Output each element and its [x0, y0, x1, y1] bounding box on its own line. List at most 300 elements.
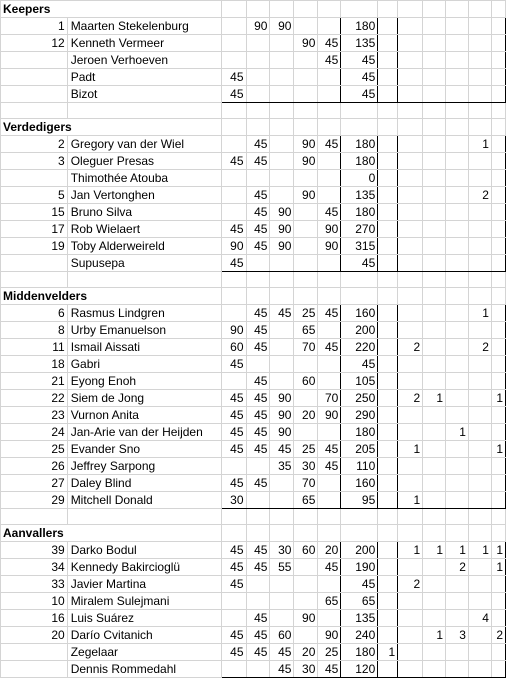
goals-cell[interactable] [468, 170, 491, 187]
spacer-cell[interactable] [378, 356, 398, 373]
empty-cell[interactable] [398, 288, 423, 305]
shirt-number[interactable] [1, 86, 68, 103]
goals-cell[interactable] [491, 238, 505, 255]
match-minutes[interactable]: 45 [246, 407, 270, 424]
spacer-cell[interactable] [378, 221, 398, 238]
goals-cell[interactable] [423, 35, 446, 52]
empty-cell[interactable] [491, 119, 505, 136]
empty-cell[interactable] [423, 103, 446, 119]
goals-cell[interactable] [423, 593, 446, 610]
match-minutes[interactable] [294, 238, 318, 255]
empty-cell[interactable] [378, 272, 398, 288]
empty-cell[interactable] [294, 103, 318, 119]
match-minutes[interactable]: 45 [221, 559, 246, 576]
spacer-cell[interactable] [378, 475, 398, 492]
shirt-number[interactable]: 33 [1, 576, 68, 593]
goals-cell[interactable] [398, 136, 423, 153]
goals-cell[interactable] [423, 322, 446, 339]
empty-cell[interactable] [341, 103, 378, 119]
goals-cell[interactable] [446, 170, 469, 187]
empty-cell[interactable] [341, 119, 378, 136]
match-minutes[interactable]: 45 [318, 136, 341, 153]
goals-cell[interactable]: 1 [398, 542, 423, 559]
goals-cell[interactable] [398, 627, 423, 644]
match-minutes[interactable]: 90 [318, 407, 341, 424]
match-minutes[interactable]: 20 [294, 407, 318, 424]
match-minutes[interactable] [221, 204, 246, 221]
goals-cell[interactable] [468, 458, 491, 475]
match-minutes[interactable] [270, 339, 294, 356]
player-name[interactable]: Jeffrey Sarpong [67, 458, 221, 475]
goals-cell[interactable] [398, 187, 423, 204]
goals-cell[interactable] [468, 373, 491, 390]
match-minutes[interactable]: 45 [318, 458, 341, 475]
shirt-number[interactable] [1, 69, 68, 86]
goals-cell[interactable]: 1 [446, 424, 469, 441]
match-minutes[interactable]: 90 [221, 322, 246, 339]
shirt-number[interactable]: 17 [1, 221, 68, 238]
goals-cell[interactable] [446, 339, 469, 356]
goals-cell[interactable] [423, 475, 446, 492]
match-minutes[interactable] [246, 35, 270, 52]
match-minutes[interactable]: 45 [221, 576, 246, 593]
spacer-cell[interactable] [378, 69, 398, 86]
match-minutes[interactable] [294, 170, 318, 187]
goals-cell[interactable] [491, 610, 505, 627]
player-name[interactable]: Urby Emanuelson [67, 322, 221, 339]
empty-cell[interactable] [246, 103, 270, 119]
match-minutes[interactable]: 45 [221, 644, 246, 661]
goals-cell[interactable] [398, 407, 423, 424]
match-minutes[interactable] [318, 576, 341, 593]
empty-cell[interactable] [341, 288, 378, 305]
match-minutes[interactable] [270, 576, 294, 593]
empty-cell[interactable] [318, 119, 341, 136]
goals-cell[interactable] [446, 610, 469, 627]
goals-cell[interactable] [423, 559, 446, 576]
goals-cell[interactable] [491, 136, 505, 153]
goals-cell[interactable] [446, 576, 469, 593]
goals-cell[interactable] [446, 187, 469, 204]
goals-cell[interactable] [423, 86, 446, 103]
empty-cell[interactable] [378, 509, 398, 525]
total-minutes[interactable]: 160 [341, 475, 378, 492]
empty-cell[interactable] [341, 525, 378, 542]
match-minutes[interactable] [318, 610, 341, 627]
empty-cell[interactable] [398, 525, 423, 542]
match-minutes[interactable]: 70 [294, 339, 318, 356]
goals-cell[interactable] [398, 18, 423, 35]
match-minutes[interactable]: 45 [246, 339, 270, 356]
empty-cell[interactable] [378, 103, 398, 119]
empty-cell[interactable] [294, 525, 318, 542]
player-name[interactable]: Zegelaar [67, 644, 221, 661]
goals-cell[interactable] [468, 18, 491, 35]
goals-cell[interactable] [398, 559, 423, 576]
empty-cell[interactable] [446, 103, 469, 119]
goals-cell[interactable] [423, 610, 446, 627]
empty-cell[interactable] [423, 272, 446, 288]
match-minutes[interactable] [221, 661, 246, 678]
empty-cell[interactable] [398, 119, 423, 136]
goals-cell[interactable] [423, 356, 446, 373]
spacer-cell[interactable] [378, 661, 398, 678]
goals-cell[interactable] [423, 339, 446, 356]
player-name[interactable]: Supusepa [67, 255, 221, 272]
goals-cell[interactable] [423, 221, 446, 238]
goals-cell[interactable] [446, 356, 469, 373]
empty-cell[interactable] [468, 509, 491, 525]
goals-cell[interactable] [398, 593, 423, 610]
shirt-number[interactable]: 23 [1, 407, 68, 424]
empty-cell[interactable] [221, 509, 246, 525]
match-minutes[interactable] [270, 610, 294, 627]
match-minutes[interactable]: 35 [270, 458, 294, 475]
empty-cell[interactable] [246, 119, 270, 136]
match-minutes[interactable]: 45 [246, 424, 270, 441]
match-minutes[interactable] [221, 170, 246, 187]
player-name[interactable]: Thimothée Atouba [67, 170, 221, 187]
goals-cell[interactable] [446, 492, 469, 509]
goals-cell[interactable] [468, 322, 491, 339]
match-minutes[interactable] [246, 170, 270, 187]
match-minutes[interactable]: 45 [246, 542, 270, 559]
goals-cell[interactable] [468, 52, 491, 69]
empty-cell[interactable] [446, 525, 469, 542]
match-minutes[interactable]: 20 [318, 542, 341, 559]
goals-cell[interactable]: 1 [468, 136, 491, 153]
spacer-cell[interactable] [378, 322, 398, 339]
empty-cell[interactable] [378, 1, 398, 18]
empty-cell[interactable] [468, 1, 491, 18]
match-minutes[interactable]: 60 [294, 542, 318, 559]
match-minutes[interactable]: 45 [221, 424, 246, 441]
spacer-cell[interactable] [378, 542, 398, 559]
section-title[interactable]: Keepers [1, 1, 222, 18]
shirt-number[interactable]: 16 [1, 610, 68, 627]
match-minutes[interactable] [294, 255, 318, 272]
goals-cell[interactable] [446, 238, 469, 255]
total-minutes[interactable]: 160 [341, 305, 378, 322]
goals-cell[interactable] [398, 661, 423, 678]
goals-cell[interactable] [423, 441, 446, 458]
shirt-number[interactable]: 11 [1, 339, 68, 356]
goals-cell[interactable] [491, 255, 505, 272]
spacer-cell[interactable] [378, 492, 398, 509]
player-name[interactable]: Oleguer Presas [67, 153, 221, 170]
empty-cell[interactable] [318, 272, 341, 288]
match-minutes[interactable] [270, 69, 294, 86]
shirt-number[interactable]: 8 [1, 322, 68, 339]
player-name[interactable]: Darko Bodul [67, 542, 221, 559]
goals-cell[interactable] [398, 238, 423, 255]
match-minutes[interactable] [221, 458, 246, 475]
goals-cell[interactable] [446, 221, 469, 238]
match-minutes[interactable] [246, 356, 270, 373]
match-minutes[interactable]: 90 [294, 35, 318, 52]
goals-cell[interactable] [446, 322, 469, 339]
match-minutes[interactable] [270, 153, 294, 170]
total-minutes[interactable]: 45 [341, 255, 378, 272]
match-minutes[interactable] [246, 69, 270, 86]
match-minutes[interactable] [294, 69, 318, 86]
match-minutes[interactable] [294, 576, 318, 593]
total-minutes[interactable]: 190 [341, 559, 378, 576]
shirt-number[interactable] [1, 52, 68, 69]
empty-cell[interactable] [294, 1, 318, 18]
match-minutes[interactable] [246, 52, 270, 69]
player-name[interactable]: Luis Suárez [67, 610, 221, 627]
goals-cell[interactable] [423, 187, 446, 204]
match-minutes[interactable] [221, 305, 246, 322]
goals-cell[interactable] [398, 424, 423, 441]
goals-cell[interactable] [446, 204, 469, 221]
match-minutes[interactable]: 65 [318, 593, 341, 610]
match-minutes[interactable]: 45 [221, 153, 246, 170]
match-minutes[interactable]: 60 [270, 627, 294, 644]
goals-cell[interactable] [446, 407, 469, 424]
goals-cell[interactable] [491, 424, 505, 441]
match-minutes[interactable] [270, 187, 294, 204]
goals-cell[interactable] [468, 407, 491, 424]
goals-cell[interactable]: 1 [423, 390, 446, 407]
match-minutes[interactable] [294, 204, 318, 221]
match-minutes[interactable]: 45 [246, 305, 270, 322]
empty-cell[interactable] [341, 272, 378, 288]
match-minutes[interactable]: 45 [221, 356, 246, 373]
total-minutes[interactable]: 45 [341, 52, 378, 69]
empty-cell[interactable] [423, 525, 446, 542]
empty-cell[interactable] [341, 1, 378, 18]
empty-cell[interactable] [246, 509, 270, 525]
match-minutes[interactable] [318, 153, 341, 170]
match-minutes[interactable] [294, 390, 318, 407]
empty-cell[interactable] [270, 509, 294, 525]
player-name[interactable]: Jeroen Verhoeven [67, 52, 221, 69]
total-minutes[interactable]: 315 [341, 238, 378, 255]
goals-cell[interactable] [446, 458, 469, 475]
goals-cell[interactable] [491, 475, 505, 492]
match-minutes[interactable]: 45 [221, 69, 246, 86]
match-minutes[interactable] [294, 627, 318, 644]
match-minutes[interactable]: 45 [318, 441, 341, 458]
empty-cell[interactable] [318, 509, 341, 525]
match-minutes[interactable]: 90 [270, 204, 294, 221]
match-minutes[interactable]: 45 [221, 255, 246, 272]
goals-cell[interactable] [446, 441, 469, 458]
goals-cell[interactable]: 1 [398, 492, 423, 509]
empty-cell[interactable] [378, 525, 398, 542]
goals-cell[interactable] [398, 69, 423, 86]
match-minutes[interactable]: 25 [294, 441, 318, 458]
shirt-number[interactable] [1, 661, 68, 678]
match-minutes[interactable]: 45 [246, 221, 270, 238]
empty-cell[interactable] [378, 119, 398, 136]
match-minutes[interactable] [270, 255, 294, 272]
match-minutes[interactable]: 45 [246, 187, 270, 204]
match-minutes[interactable]: 45 [246, 322, 270, 339]
goals-cell[interactable]: 1 [468, 305, 491, 322]
shirt-number[interactable]: 27 [1, 475, 68, 492]
goals-cell[interactable] [423, 576, 446, 593]
match-minutes[interactable]: 45 [318, 204, 341, 221]
shirt-number[interactable]: 12 [1, 35, 68, 52]
shirt-number[interactable]: 10 [1, 593, 68, 610]
match-minutes[interactable] [221, 187, 246, 204]
goals-cell[interactable] [446, 373, 469, 390]
empty-cell[interactable] [446, 288, 469, 305]
goals-cell[interactable] [491, 170, 505, 187]
goals-cell[interactable]: 3 [446, 627, 469, 644]
match-minutes[interactable] [246, 492, 270, 509]
goals-cell[interactable] [398, 52, 423, 69]
match-minutes[interactable] [270, 52, 294, 69]
goals-cell[interactable]: 2 [398, 339, 423, 356]
total-minutes[interactable]: 45 [341, 576, 378, 593]
match-minutes[interactable]: 45 [318, 35, 341, 52]
empty-cell[interactable] [491, 525, 505, 542]
match-minutes[interactable] [318, 18, 341, 35]
match-minutes[interactable]: 45 [246, 238, 270, 255]
match-minutes[interactable]: 90 [270, 390, 294, 407]
shirt-number[interactable]: 29 [1, 492, 68, 509]
spacer-cell[interactable] [378, 187, 398, 204]
match-minutes[interactable]: 70 [294, 475, 318, 492]
empty-cell[interactable] [491, 288, 505, 305]
goals-cell[interactable] [398, 322, 423, 339]
goals-cell[interactable] [468, 356, 491, 373]
goals-cell[interactable] [398, 86, 423, 103]
goals-cell[interactable] [491, 492, 505, 509]
match-minutes[interactable]: 45 [318, 305, 341, 322]
match-minutes[interactable]: 45 [246, 390, 270, 407]
goals-cell[interactable] [398, 644, 423, 661]
shirt-number[interactable]: 21 [1, 373, 68, 390]
goals-cell[interactable] [423, 661, 446, 678]
goals-cell[interactable]: 2 [468, 187, 491, 204]
goals-cell[interactable] [398, 373, 423, 390]
match-minutes[interactable] [246, 86, 270, 103]
player-name[interactable]: Miralem Sulejmani [67, 593, 221, 610]
empty-cell[interactable] [446, 1, 469, 18]
player-name[interactable]: Ismail Aissati [67, 339, 221, 356]
goals-cell[interactable] [423, 644, 446, 661]
goals-cell[interactable]: 1 [491, 542, 505, 559]
goals-cell[interactable] [398, 610, 423, 627]
empty-cell[interactable] [491, 272, 505, 288]
match-minutes[interactable] [318, 187, 341, 204]
goals-cell[interactable] [423, 204, 446, 221]
empty-cell[interactable] [468, 288, 491, 305]
goals-cell[interactable] [398, 35, 423, 52]
match-minutes[interactable]: 45 [221, 221, 246, 238]
match-minutes[interactable]: 90 [221, 238, 246, 255]
match-minutes[interactable]: 90 [246, 18, 270, 35]
goals-cell[interactable] [398, 475, 423, 492]
goals-cell[interactable] [468, 627, 491, 644]
goals-cell[interactable]: 1 [423, 627, 446, 644]
goals-cell[interactable] [491, 356, 505, 373]
spacer-cell[interactable] [378, 204, 398, 221]
goals-cell[interactable] [491, 86, 505, 103]
match-minutes[interactable]: 45 [246, 153, 270, 170]
total-minutes[interactable]: 180 [341, 18, 378, 35]
empty-cell[interactable] [67, 272, 221, 288]
match-minutes[interactable]: 45 [270, 305, 294, 322]
total-minutes[interactable]: 270 [341, 221, 378, 238]
shirt-number[interactable] [1, 255, 68, 272]
match-minutes[interactable]: 20 [294, 644, 318, 661]
match-minutes[interactable] [318, 255, 341, 272]
goals-cell[interactable] [423, 407, 446, 424]
goals-cell[interactable] [423, 52, 446, 69]
total-minutes[interactable]: 45 [341, 86, 378, 103]
empty-cell[interactable] [423, 288, 446, 305]
shirt-number[interactable]: 25 [1, 441, 68, 458]
goals-cell[interactable]: 2 [398, 390, 423, 407]
player-name[interactable]: Padt [67, 69, 221, 86]
spacer-cell[interactable] [378, 86, 398, 103]
player-name[interactable]: Mitchell Donald [67, 492, 221, 509]
empty-cell[interactable] [468, 525, 491, 542]
spacer-cell[interactable] [378, 255, 398, 272]
match-minutes[interactable]: 90 [318, 221, 341, 238]
match-minutes[interactable] [246, 458, 270, 475]
empty-cell[interactable] [423, 509, 446, 525]
goals-cell[interactable] [446, 305, 469, 322]
empty-cell[interactable] [398, 103, 423, 119]
match-minutes[interactable] [221, 136, 246, 153]
empty-cell[interactable] [318, 1, 341, 18]
player-name[interactable]: Eyong Enoh [67, 373, 221, 390]
match-minutes[interactable] [318, 170, 341, 187]
empty-cell[interactable] [270, 525, 294, 542]
player-name[interactable]: Gregory van der Wiel [67, 136, 221, 153]
empty-cell[interactable] [246, 1, 270, 18]
goals-cell[interactable] [491, 18, 505, 35]
spacer-cell[interactable] [378, 593, 398, 610]
spacer-cell[interactable] [378, 136, 398, 153]
empty-cell[interactable] [270, 1, 294, 18]
empty-cell[interactable] [398, 1, 423, 18]
goals-cell[interactable] [491, 204, 505, 221]
match-minutes[interactable]: 45 [221, 542, 246, 559]
spacer-cell[interactable] [378, 441, 398, 458]
goals-cell[interactable] [423, 170, 446, 187]
empty-cell[interactable] [246, 525, 270, 542]
total-minutes[interactable]: 180 [341, 644, 378, 661]
goals-cell[interactable]: 1 [468, 542, 491, 559]
match-minutes[interactable]: 45 [270, 441, 294, 458]
empty-cell[interactable] [270, 272, 294, 288]
shirt-number[interactable] [1, 170, 68, 187]
empty-cell[interactable] [270, 119, 294, 136]
spacer-cell[interactable] [378, 305, 398, 322]
goals-cell[interactable] [468, 441, 491, 458]
empty-cell[interactable] [221, 119, 246, 136]
spacer-cell[interactable] [378, 576, 398, 593]
spacer-cell[interactable] [378, 627, 398, 644]
match-minutes[interactable]: 60 [294, 373, 318, 390]
empty-cell[interactable] [423, 119, 446, 136]
total-minutes[interactable]: 180 [341, 204, 378, 221]
empty-cell[interactable] [221, 525, 246, 542]
match-minutes[interactable]: 30 [270, 542, 294, 559]
match-minutes[interactable] [318, 475, 341, 492]
match-minutes[interactable]: 45 [318, 339, 341, 356]
goals-cell[interactable] [446, 644, 469, 661]
shirt-number[interactable]: 15 [1, 204, 68, 221]
